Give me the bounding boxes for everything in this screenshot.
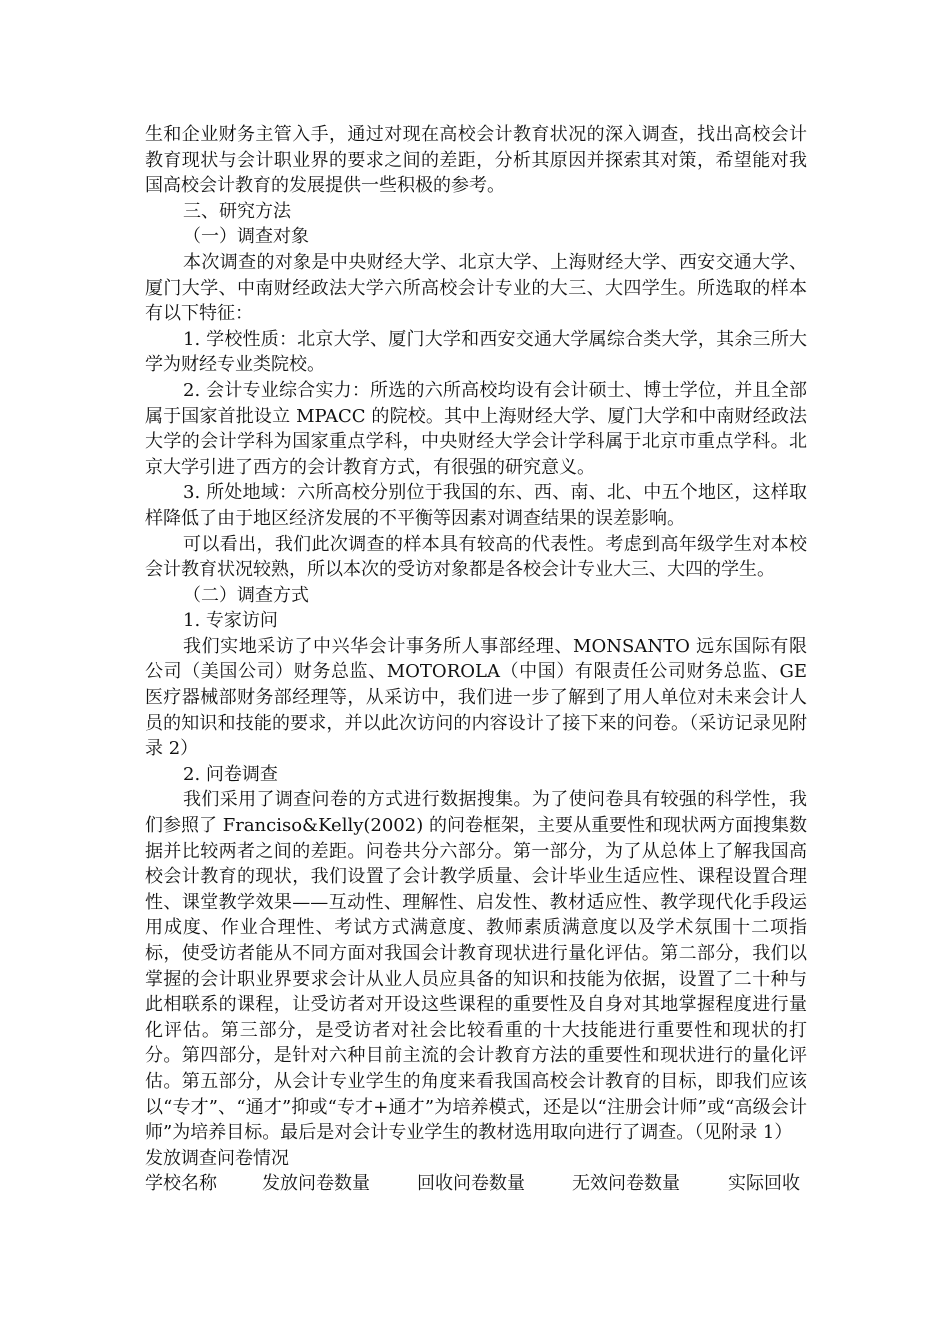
questionnaire-paragraph: 我们采用了调查问卷的方式进行数据搜集。为了使问卷具有较强的科学性，我们参照了 Franciso&Kelly(2002) 的问卷框架，主要从重要性和现状两方面搜集数据并比较两者之间的差距。问卷共分六部分。第一部分，为了从总体上了解我国高校会计教育的现状，我们设置了会计教学质量、会计毕业生适应性、课程设置合理性、课堂教学效果——互动性、理解性、启发性、教材适应性、教学现代化手段运用成度、作业合理性、考试方式满意度、教师素质满意度以及学术氛围十二项指标，使受访者能从不同方面对我国会计教育现状进行量化评估。第二部分，我们以掌握的会计职业界要求会计从业人员应具备的知识和技能为依据，设置了二十种与此相联系的课程，让受访者对开设这些课程的重要性及自身对其地掌握程度进行量化评估。第三部分，是受访者对社会比较看重的十大技能进行重要性和现状的打分。第四部分，是针对六种目前主流的会计教育方法的重要性和现状进行的量化评估。第五部分，从会计专业学生的角度来看我国高校会计教育的目标，即我们应该以“专才”、“通才”抑或“专才+通才”为培养模式，还是以“注册会计师”或“高级会计师”为培养目标。最后是对会计专业学生的教材选用取向进行了调查。（见附录 1） bbox=[145, 789, 807, 1144]
subsection-heading-survey-method: （二）调查方式 bbox=[183, 584, 309, 606]
intro-paragraph: 生和企业财务主管入手，通过对现在高校会计教育状况的深入调查，找出高校会计教育现状与会计职业界的要求之间的差距，分析其原因并探索其对策，希望能对我国高校会计教育的发展提供一些积极的参考。 bbox=[145, 124, 807, 197]
conclusion-paragraph: 可以看出，我们此次调查的样本具有较高的代表性。考虑到高年级学生对本校会计教育状况较熟，所以本次的受访对象都是各校会计专业大三、大四的学生。 bbox=[145, 533, 807, 581]
table-header-cell: 学校名称 bbox=[145, 1173, 217, 1195]
heading-expert-interview: 1. 专家访问 bbox=[183, 610, 278, 632]
table-header-cell: 发放问卷数量 bbox=[262, 1173, 370, 1195]
table-header-cell: 实际回收 bbox=[728, 1173, 800, 1195]
document-page bbox=[145, 122, 807, 1197]
table-caption: 发放调查问卷情况 bbox=[145, 1147, 289, 1169]
feature-2-paragraph: 2. 会计专业综合实力：所选的六所高校均设有会计硕士、博士学位，并且全部属于国家首批设立 MPACC 的院校。其中上海财经大学、厦门大学和中南财经政法大学的会计学科为国家重点学科，中央财经大学会计学科属于北京市重点学科。北京大学引进了西方的会计教育方式，有很强的研究意义。 bbox=[145, 379, 807, 478]
table-header-row bbox=[145, 1171, 807, 1197]
heading-questionnaire: 2. 问卷调查 bbox=[183, 763, 278, 785]
feature-3-paragraph: 3. 所处地域：六所高校分别位于我国的东、西、南、北、中五个地区，这样取样降低了由于地区经济发展的不平衡等因素对调查结果的误差影响。 bbox=[145, 482, 807, 529]
expert-interview-paragraph: 我们实地采访了中兴华会计事务所人事部经理、MONSANTO 远东国际有限公司（美国公司）财务总监、MOTOROLA（中国）有限责任公司财务总监、GE 医疗器械部财务部经理等，从采访中，我们进一步了解到了用人单位对未来会计人员的知识和技能的要求，并以此次访问的内容设计了接下来的问卷。（采访记录见附录 2） bbox=[145, 635, 807, 760]
section-heading-research-method: 三、研究方法 bbox=[183, 200, 291, 222]
subsection-heading-survey-subject: （一）调查对象 bbox=[183, 226, 309, 248]
survey-subject-paragraph: 本次调查的对象是中央财经大学、北京大学、上海财经大学、西安交通大学、厦门大学、中南财经政法大学六所高校会计专业的大三、大四学生。所选取的样本有以下特征： bbox=[145, 251, 807, 325]
table-header-cell: 回收问卷数量 bbox=[417, 1173, 525, 1195]
table-header-cell: 无效问卷数量 bbox=[572, 1173, 680, 1195]
feature-1-paragraph: 1. 学校性质：北京大学、厦门大学和西安交通大学属综合类大学，其余三所大学为财经专业类院校。 bbox=[145, 328, 807, 376]
